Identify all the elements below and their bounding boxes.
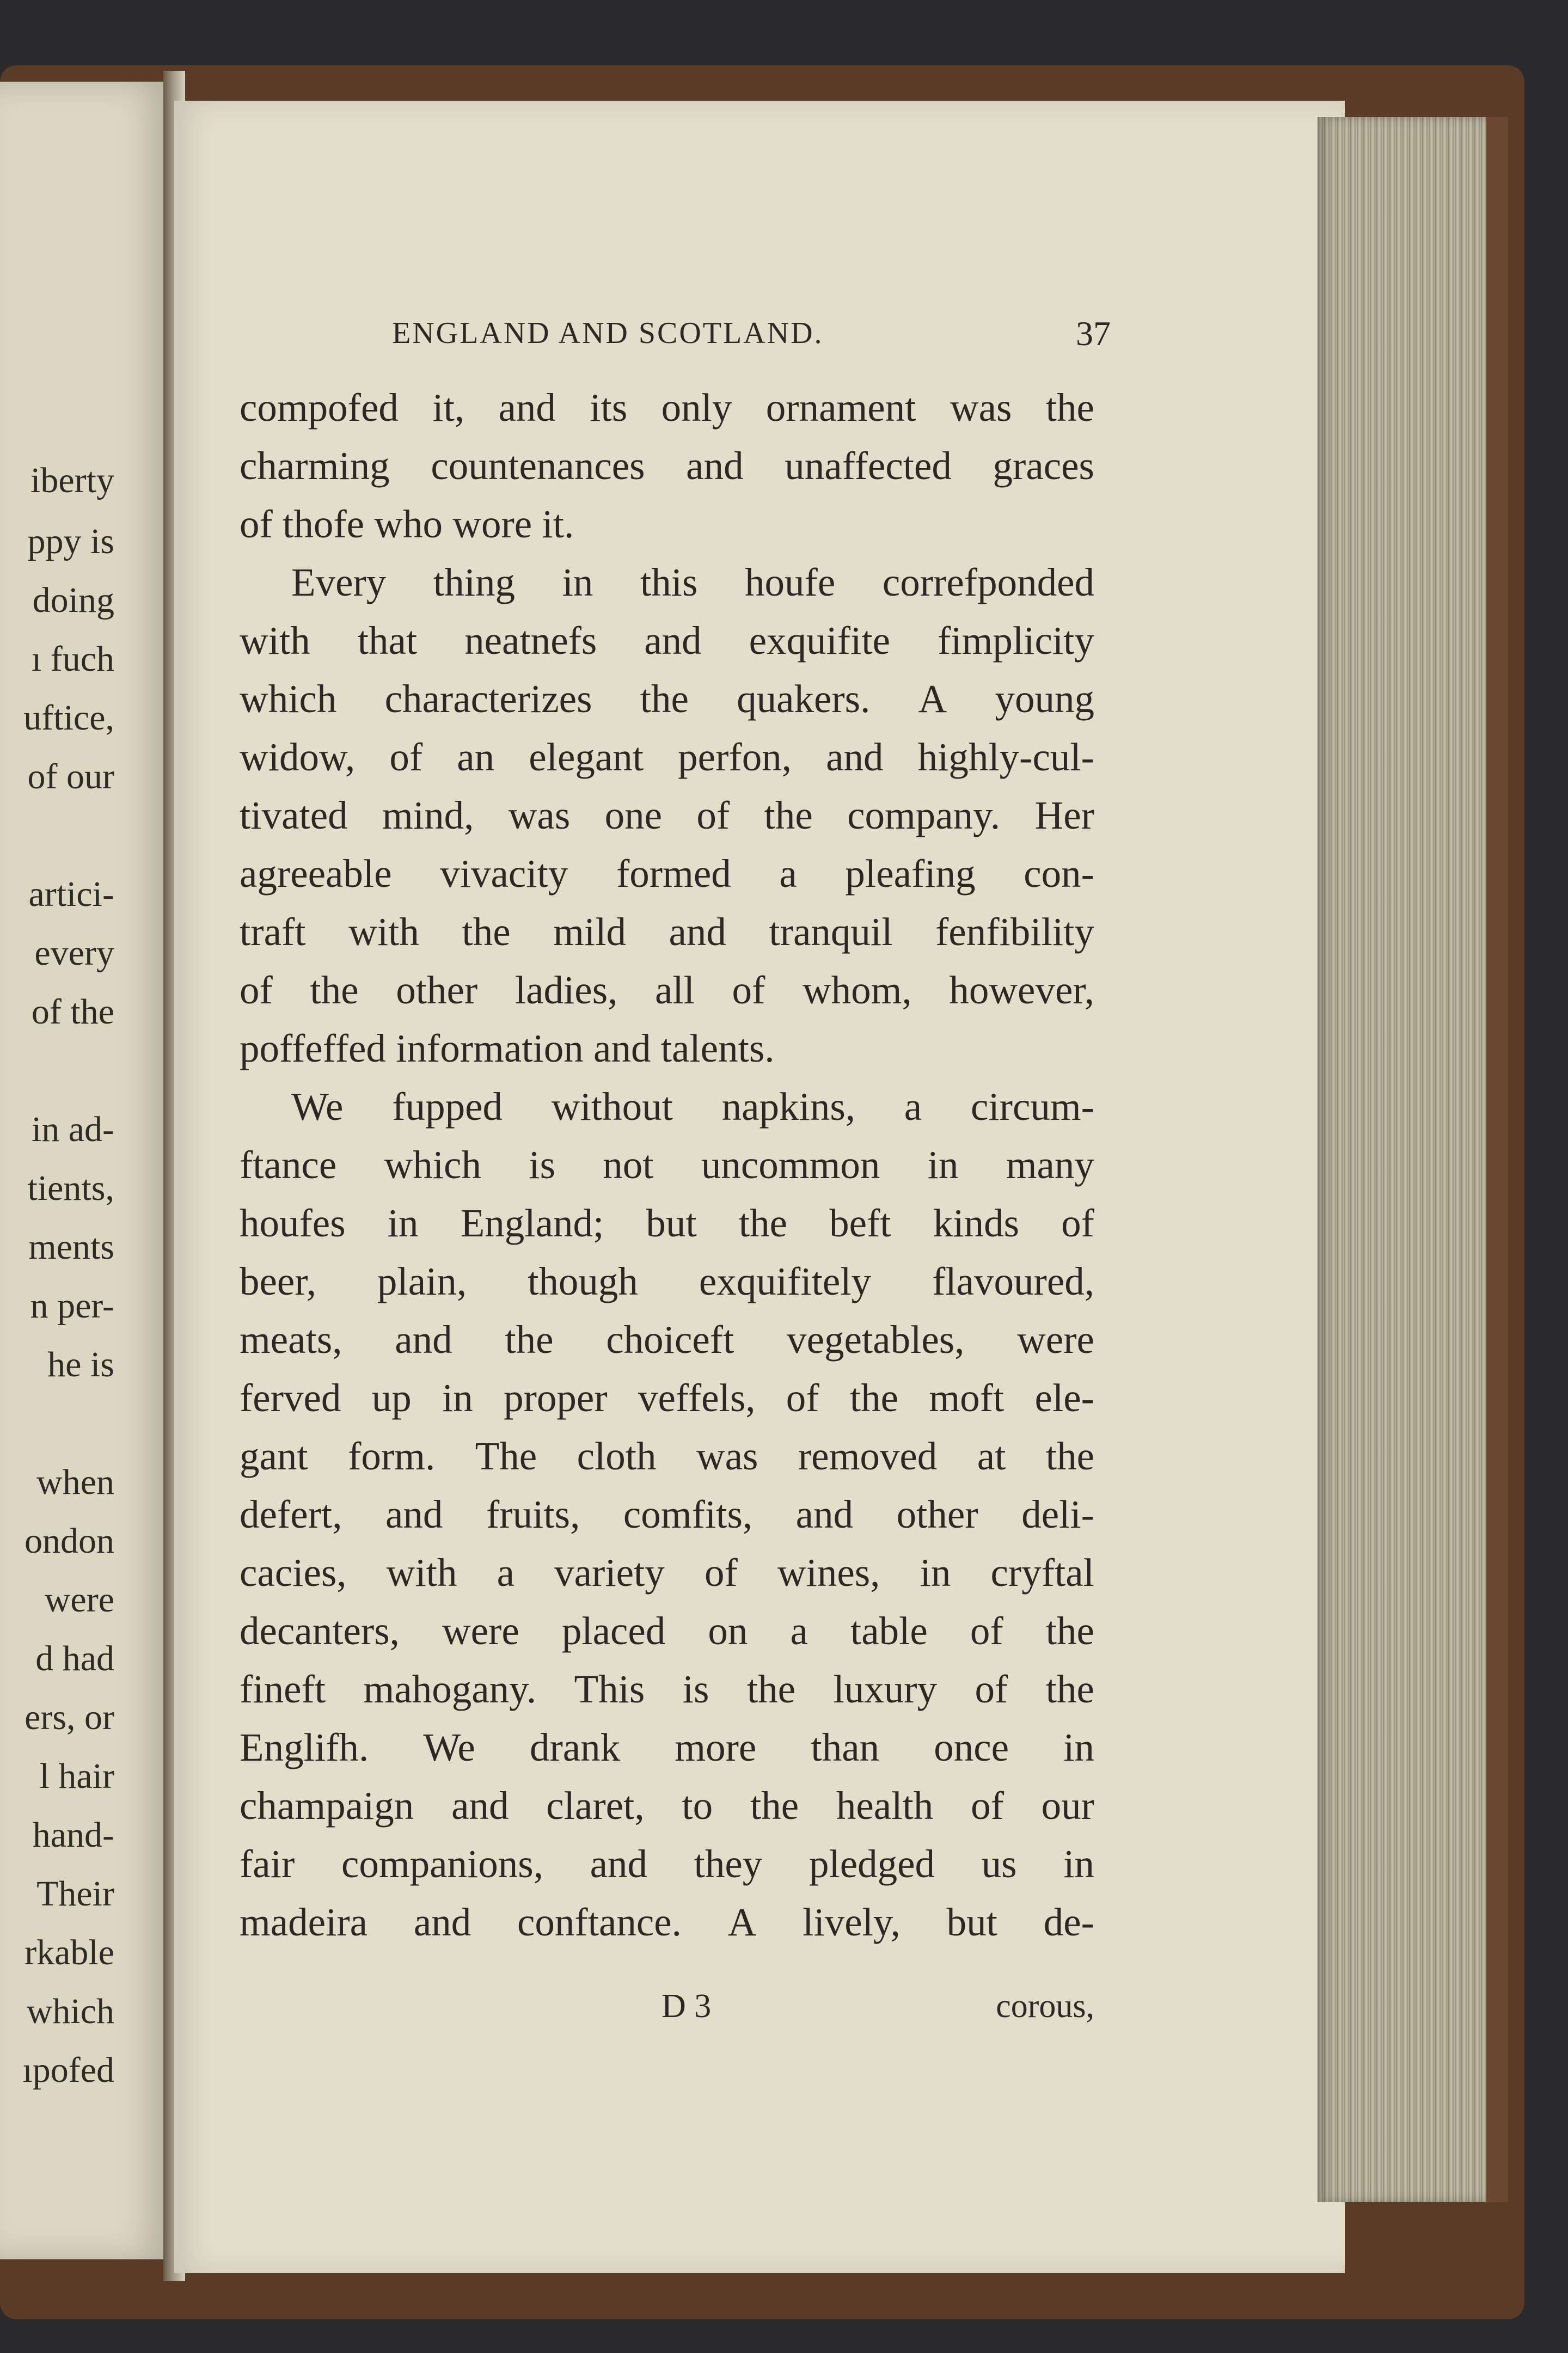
text-line [240, 1427, 1094, 1485]
text-word: vegetables, [787, 1318, 965, 1362]
text-word: traft [240, 910, 306, 954]
text-word: were [442, 1609, 519, 1653]
text-word: Englifh. [240, 1725, 369, 1769]
text-word: ornament [765, 385, 916, 430]
text-word: England; [460, 1201, 604, 1245]
text-word: a [779, 851, 797, 896]
text-word: ladies, [514, 968, 618, 1012]
text-word: young [995, 677, 1094, 721]
left-line: were [44, 1580, 114, 1620]
text-word: however, [949, 968, 1094, 1012]
text-word: de- [1043, 1900, 1094, 1944]
text-word: and [451, 1784, 509, 1828]
text-word: the [746, 1667, 796, 1711]
text-word: con- [1024, 851, 1094, 896]
text-word: quakers. [737, 677, 871, 721]
text-word: poffeffed information and talents. [240, 1026, 775, 1070]
text-word: charming [240, 444, 390, 488]
text-word: the [1045, 1609, 1094, 1653]
text-word: the [764, 793, 813, 837]
left-line: doing [32, 580, 114, 620]
text-word: which [384, 1143, 481, 1187]
text-line [240, 1369, 1094, 1427]
text-word: on [708, 1609, 748, 1653]
text-word: pledged [808, 1842, 935, 1886]
text-line [240, 1194, 1094, 1252]
left-line: ppy is [27, 522, 114, 561]
left-line: ondon [24, 1521, 114, 1561]
left-line: l hair [39, 1756, 114, 1796]
text-word: unaffected [785, 444, 952, 488]
text-line [240, 1602, 1094, 1660]
text-word: champaign [240, 1784, 414, 1828]
left-line: which [26, 1992, 114, 2031]
text-word: at [977, 1434, 1006, 1478]
text-word: table [850, 1609, 928, 1653]
text-word: flavoured, [932, 1259, 1094, 1303]
left-line: when [36, 1462, 114, 1502]
text-word: our [1041, 1784, 1094, 1828]
text-word: other [896, 1492, 978, 1536]
text-word: This [574, 1667, 645, 1711]
text-line [240, 1776, 1094, 1835]
text-word: beft [829, 1201, 891, 1245]
text-word: company. [847, 793, 1001, 837]
text-word: houfes [240, 1201, 346, 1245]
text-word: A [918, 677, 947, 721]
text-word: was [696, 1434, 758, 1478]
text-word: of [732, 968, 765, 1012]
left-line: ments [28, 1227, 114, 1267]
text-line [240, 1019, 1094, 1077]
text-line [240, 495, 1094, 553]
text-word: which [240, 677, 337, 721]
text-word: highly-cul- [917, 735, 1094, 779]
text-word: fruits, [486, 1492, 580, 1536]
text-word: and [498, 385, 556, 430]
text-word: of [240, 968, 273, 1012]
text-word: a [790, 1609, 808, 1653]
left-line: iberty [30, 461, 114, 500]
text-word: health [836, 1784, 934, 1828]
text-word: wines, [777, 1551, 880, 1595]
text-word: meats, [240, 1318, 342, 1362]
text-word: that [357, 618, 418, 663]
text-word: the [462, 910, 511, 954]
text-word: lively, [803, 1900, 901, 1944]
text-word: exquifite [749, 618, 891, 663]
text-word: circum- [971, 1084, 1094, 1129]
text-word: and [686, 444, 744, 488]
page-edges [1318, 117, 1486, 2202]
text-word: in [1063, 1725, 1094, 1769]
text-word: with [386, 1551, 457, 1595]
text-word: cloth [577, 1434, 657, 1478]
text-word: many [1006, 1143, 1094, 1187]
text-word: countenances [431, 444, 645, 488]
running-head: ENGLAND AND SCOTLAND. [392, 316, 824, 350]
text-word: mild [553, 910, 626, 954]
page-number: 37 [1076, 314, 1111, 353]
text-word: of [704, 1551, 738, 1595]
text-word: moft [929, 1376, 1004, 1420]
text-word: ele- [1034, 1376, 1094, 1420]
text-word: thing [433, 560, 515, 604]
text-word: perfon, [678, 735, 792, 779]
text-word: fair [240, 1842, 295, 1886]
text-word: but [646, 1201, 697, 1245]
text-word: gant [240, 1434, 308, 1478]
body-text [240, 378, 1094, 1951]
text-line [240, 1835, 1094, 1893]
text-word: proper [504, 1376, 608, 1420]
text-word: cryftal [990, 1551, 1094, 1595]
text-word: comfits, [623, 1492, 753, 1536]
text-word: of [696, 793, 730, 837]
left-line: tients, [27, 1168, 114, 1208]
text-word: more [675, 1725, 757, 1769]
text-word: other [396, 968, 478, 1012]
text-line [240, 1718, 1094, 1776]
text-word: to [682, 1784, 713, 1828]
text-word: were [1017, 1318, 1094, 1362]
text-word: A [727, 1900, 757, 1944]
text-word: tranquil [769, 910, 893, 954]
text-line [240, 611, 1094, 670]
text-word: and [413, 1900, 471, 1944]
text-word: conftance. [517, 1900, 682, 1944]
text-word: in [442, 1376, 473, 1420]
text-word: up [371, 1376, 412, 1420]
text-word: the [1045, 385, 1094, 430]
text-word: the [849, 1376, 899, 1420]
text-word: kinds [933, 1201, 1020, 1245]
text-word: whom, [802, 968, 912, 1012]
text-word: and [669, 910, 726, 954]
text-word: of [1061, 1201, 1094, 1245]
text-word: claret, [546, 1784, 645, 1828]
text-word: than [811, 1725, 880, 1769]
text-word: of [975, 1667, 1008, 1711]
text-line [240, 1660, 1094, 1718]
text-word: is [529, 1143, 555, 1187]
text-word: all [654, 968, 695, 1012]
text-word: decanters, [240, 1609, 400, 1653]
text-word: plain, [377, 1259, 467, 1303]
text-word: tivated [240, 793, 348, 837]
left-line: ers, or [24, 1698, 114, 1737]
text-word: mahogany. [363, 1667, 537, 1711]
text-word: fimplicity [938, 618, 1094, 663]
left-line: uftice, [23, 698, 114, 738]
text-word: The [475, 1434, 537, 1478]
text-line [240, 844, 1094, 903]
text-word: and [590, 1842, 647, 1886]
text-word: of [389, 735, 423, 779]
text-word: formed [616, 851, 731, 896]
left-line: ıpofed [22, 2050, 114, 2090]
text-word: removed [798, 1434, 938, 1478]
text-word: us [981, 1842, 1017, 1886]
left-line: he is [47, 1345, 114, 1384]
text-word: the [1045, 1434, 1094, 1478]
text-word: the [640, 677, 689, 721]
text-word: it, [432, 385, 465, 430]
text-word: in [920, 1551, 951, 1595]
text-word: with [240, 618, 310, 663]
catchword: corous, [996, 1988, 1094, 2025]
text-line [240, 1310, 1094, 1369]
text-word: deli- [1021, 1492, 1094, 1536]
text-word: is [682, 1667, 709, 1711]
text-word: the [1045, 1667, 1094, 1711]
text-word: vivacity [440, 851, 568, 896]
text-word: houfe [745, 560, 836, 604]
text-line [240, 670, 1094, 728]
left-line: Their [36, 1874, 114, 1914]
text-line [240, 553, 1094, 611]
text-word: ftance [240, 1143, 337, 1187]
text-word: fupped [392, 1084, 503, 1129]
left-line: n per- [30, 1286, 114, 1326]
text-word: of [971, 1784, 1004, 1828]
text-word: was [508, 793, 571, 837]
text-line [240, 437, 1094, 495]
left-line: of the [31, 992, 114, 1032]
text-word: characterizes [384, 677, 592, 721]
text-word: We [291, 1084, 344, 1129]
left-line: d had [35, 1639, 114, 1678]
left-line: hand- [32, 1815, 114, 1855]
text-word: this [640, 560, 698, 604]
left-line: rkable [24, 1933, 114, 1972]
text-word: Her [1034, 793, 1094, 837]
page-footer [240, 1987, 1094, 2036]
text-word: of [970, 1609, 1003, 1653]
left-page [0, 82, 171, 2259]
text-word: but [946, 1900, 997, 1944]
text-word: neatnefs [464, 618, 597, 663]
text-word: choiceft [606, 1318, 734, 1362]
left-line: in ad- [31, 1110, 114, 1149]
text-word: a [904, 1084, 922, 1129]
left-line: ı fuch [31, 639, 114, 679]
text-word: madeira [240, 1900, 368, 1944]
text-word: agreeable [240, 851, 392, 896]
text-word: an [457, 735, 495, 779]
text-word: only [661, 385, 732, 430]
text-word: ferved [240, 1376, 341, 1420]
text-word: fenfibility [935, 910, 1094, 954]
text-word: Every [291, 560, 387, 604]
text-word: in [562, 560, 593, 604]
text-word: and [644, 618, 702, 663]
text-word: was [950, 385, 1012, 430]
text-word: widow, [240, 735, 356, 779]
text-line [240, 903, 1094, 961]
text-line [240, 1543, 1094, 1602]
text-word: one [604, 793, 662, 837]
text-word: with [348, 910, 419, 954]
text-word: the [750, 1784, 799, 1828]
left-line: of our [27, 757, 114, 796]
text-word: in [927, 1143, 959, 1187]
text-word: the [310, 968, 359, 1012]
text-word: defert, [240, 1492, 342, 1536]
text-word: its [590, 385, 628, 430]
signature-mark: D 3 [661, 1988, 712, 2025]
text-word: a [497, 1551, 514, 1595]
text-word: compofed [240, 385, 399, 430]
text-line [240, 378, 1094, 437]
page-header [392, 316, 1111, 359]
text-word: beer, [240, 1259, 316, 1303]
text-line [240, 728, 1094, 786]
text-word: napkins, [721, 1084, 855, 1129]
text-line [240, 1136, 1094, 1194]
left-line: every [34, 933, 114, 973]
text-word: form. [348, 1434, 436, 1478]
text-word: though [528, 1259, 638, 1303]
text-word: exquifitely [699, 1259, 872, 1303]
text-word: fineft [240, 1667, 326, 1711]
text-word: variety [554, 1551, 665, 1595]
text-word: We [423, 1725, 475, 1769]
text-word: mind, [382, 793, 474, 837]
text-word: the [738, 1201, 788, 1245]
text-word: drank [529, 1725, 621, 1769]
text-word: veffels, [638, 1376, 756, 1420]
text-word: cacies, [240, 1551, 347, 1595]
text-line [240, 1485, 1094, 1543]
text-line [240, 1252, 1094, 1310]
text-line [240, 1077, 1094, 1136]
text-word: they [694, 1842, 763, 1886]
text-word: luxury [833, 1667, 938, 1711]
text-word: in [1063, 1842, 1094, 1886]
text-word: placed [561, 1609, 666, 1653]
left-line: artici- [28, 874, 114, 914]
text-word: uncommon [701, 1143, 880, 1187]
text-word: without [551, 1084, 673, 1129]
text-word: elegant [529, 735, 644, 779]
text-word: once [934, 1725, 1009, 1769]
text-word: not [603, 1143, 654, 1187]
text-word: of thofe who wore it. [240, 502, 574, 546]
text-word: graces [993, 444, 1094, 488]
text-line [240, 786, 1094, 844]
text-word: companions, [341, 1842, 543, 1886]
text-word: pleafing [845, 851, 976, 896]
text-word: and [826, 735, 884, 779]
text-word: correfponded [882, 560, 1094, 604]
text-word: and [395, 1318, 452, 1362]
text-word: of [786, 1376, 819, 1420]
text-word: and [385, 1492, 443, 1536]
text-word: the [505, 1318, 554, 1362]
text-word: in [387, 1201, 419, 1245]
text-line [240, 1893, 1094, 1951]
text-line [240, 961, 1094, 1019]
text-word: and [795, 1492, 854, 1536]
